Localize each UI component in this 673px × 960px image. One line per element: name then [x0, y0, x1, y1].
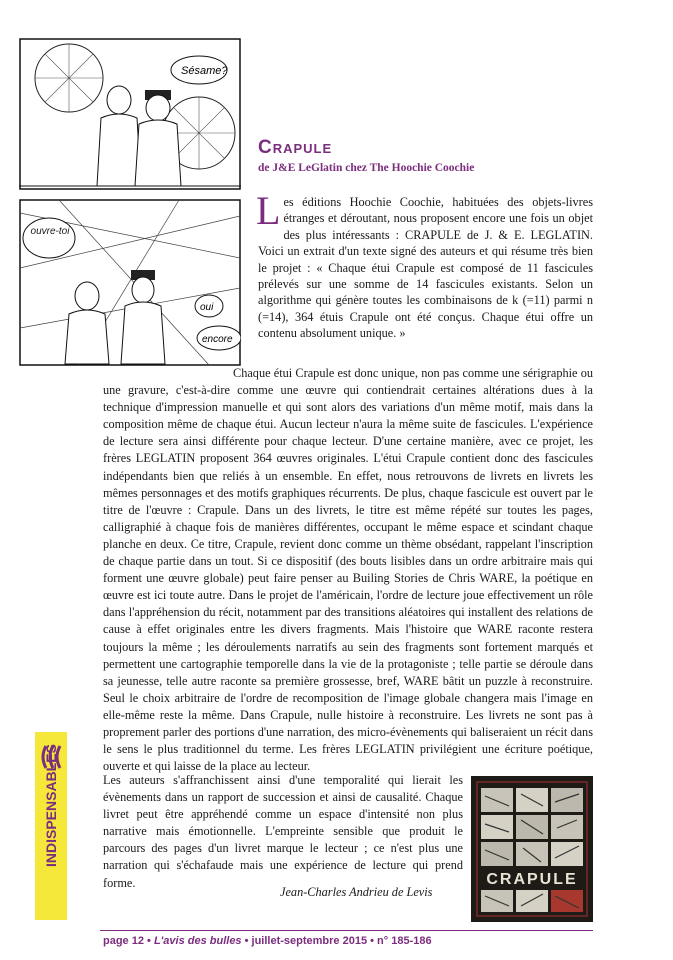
- book-cover-image: [471, 776, 593, 922]
- comic-strip-illustration: [19, 38, 241, 366]
- intro-text: es éditions Hoochie Coochie, habituées des objets-livres étranges et déroutant, nous proposent encore une fois un objet des plus intéressants : CRAPULE de J. & E. LEGLATIN. Voici un extrait d'un texte signé des auteurs et qui résume très bien le projet : « Chaque étui Crapule est composé de 11 fascicules prélevés sur une somme de 14 fascicules existants. Selon un algorithme qui génère toutes les combinaisons de k (=11) parmi n (=14), 364 étuis Crapule ont été conçus. Chaque étui offre un contenu absolument unique. »: [258, 195, 593, 341]
- article-title: Crapule: [258, 137, 333, 158]
- speech-bubble-sesame: Sésame?: [181, 65, 228, 77]
- article-intro: [256, 188, 593, 342]
- article-subtitle: de J&E LeGlatin chez The Hoochie Coochie: [258, 162, 475, 174]
- speech-bubble-encore: encore: [202, 334, 233, 345]
- page-footer: [103, 935, 432, 947]
- article-body-end: Les auteurs s'affranchissent ainsi d'une temporalité qui lierait les évènements dans un rapport de succession et ainsi de causalité. Chaque livret peut être appréhendé comme un espace d'intensité non plus narrative mais émotionnelle. L'empreinte sensible que produit le parcours des pages d'un livret marque le lecteur ; ce n'est plus une narration qui s'échafaude mais une expérience de lecture qui prend forme.: [103, 773, 463, 890]
- article-signature: Jean-Charles Andrieu de Levis: [280, 885, 433, 899]
- speech-bubble-ouvre-toi: ouvre-toi: [30, 226, 70, 237]
- cover-title: CRAPULE: [486, 871, 578, 888]
- footer-mag-a: L'avis des: [153, 935, 207, 947]
- drop-cap: L: [256, 188, 281, 233]
- footer-page: page 12 •: [103, 935, 151, 947]
- footer-mag-b: bulles: [209, 935, 242, 947]
- footer-rule: [100, 930, 593, 931]
- speech-bubble-oui: oui: [200, 302, 214, 313]
- category-label: INDISPENSABLES: [43, 744, 59, 868]
- footer-issue: • juillet-septembre 2015 • n° 185-186: [244, 935, 432, 947]
- article-body-main: Chaque étui Crapule est donc unique, non pas comme une sérigraphie ou une gravure, c'est-à-dire comme une œuvre qui contiendrait certaines altérations dues à la technique d'impression manuelle et qui sont alors des variations d'un même motif, mais dans la composition même de chaque étui. Aucun lecteur n'aura la même suite de fascicules. L'expérience de lecture sera ainsi différente pour chaque lecteur. D'une certaine manière, avec ce projet, les frères LEGLATIN proposent 364 œuvres originales. L'étui Crapule contient donc des fascicules indépendants bien que reliés à un ensemble. En effet, nous retrouvons de livrets en livrets les mêmes personnages et des motifs graphiques récurrents. De plus, chaque fascicule est ouvert par le titre de l'œuvre : Crapule. Dans un des livrets, le titre est même répété sur toutes les pages, calligraphié à chaque fois de manières différentes, occupant le même espace et scindant chaque planche en deux. Ce titre, Crapule, revient donc comme un thème obsédant, rappelant l'inscription de chaque partie dans un tout. Si ce dispositif (des bouts lisibles dans un ordre arbitraire mais qui forment une œuvre globale) peut faire penser au Builing Stories de Chris WARE, la poétique en œuvre est ici toute autre. Dans le projet de l'américain, l'ordre de lecture joue effectivement un rôle dans l'appréhension du récit, notamment par des transitions aléatoires qui installent des relations de cause à effet originales entre les divers fragments. Mais l'histoire que WARE raconte restera toujours la même ; les déroulements narratifs au sein des fragments sont fortement marqués et permettent une cartographie temporelle dans la vie de la protagoniste ; telle partie se déroule dans sa jeunesse, telle autre raconte sa première grossesse, bref, WARE bâtit un puzzle à reconstruire. Seul le choix arbitraire de l'ordre de recomposition de l'image globale changera mais l'image en elle-même reste la même. Dans Crapule, nulle histoire à reconstruire. Les livrets ne sont pas à proprement parler des portions d'une narration, des micro-évènements qui baliseraient un récit dans le sens le plus traditionnel du terme. Les frères LEGLATIN privilégient une écriture poétique, ouverte et qui laisse de la place au lecteur.: [103, 366, 593, 774]
